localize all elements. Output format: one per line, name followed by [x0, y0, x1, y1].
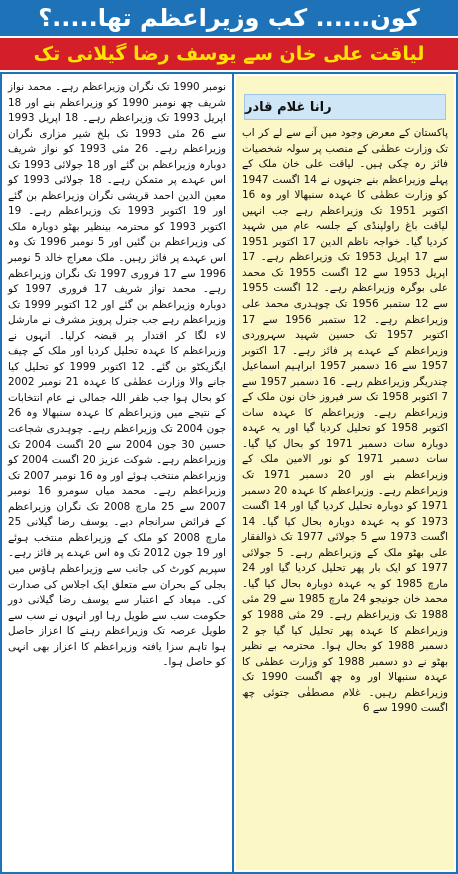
page-subtitle: لیاقت علی خان سے یوسف رضا گیلانی تک	[33, 43, 425, 65]
page-title: کون...... کب وزیراعظم تھا.....؟	[38, 4, 420, 32]
page-title-banner	[0, 0, 458, 36]
author-byline	[244, 94, 446, 120]
article-body-left: نومبر 1990 تک نگران وزیراعظم رہے۔ محمد نواز شریف چھ نومبر 1990 کو وزیراعظم بنے اور 18 اپریل 1993 تک وزیراعظم رہے۔ 18 اپریل 1993 سے 26 مئی 1993 تک بلخ شیر مزاری نگران وزیراعظم رہے۔ 26 مئی 1993 کو نواز شریف دوبارہ وزیراعظم بن گئے اور 18 جولائی 1993 تک اس عہدے پر متمکن رہے۔ 18 جولائی 1993 کو معین الدین احمد قریشی نگران وزیراعظم بن گئے اور 19 اکتوبر 1993 تک وزیراعظم رہے۔ 19 اکتوبر 1993 کو محترمہ بینظیر بھٹو دوبارہ ملک کی وزیراعظم بن گئیں اور 5 نومبر 1996 تک وہ اس عہدے پر فائز رہیں۔ ملک معراج خالد 5 نومبر 1996 سے 17 فروری 1997 تک نگران وزیراعظم رہے۔ محمد نواز شریف 17 فروری 1997 کو دوبارہ وزیراعظم بن گئے اور 12 اکتوبر 1999 تک وزیراعظم رہے جب جنرل پرویز مشرف نے مارشل لاء لگا کر اقتدار پر قبضہ کرلیا۔ انہوں نے وزیراعظم کا عہدہ تحلیل کردیا اور ملک کے چیف ایگزیکٹو بن گئے۔ 12 اکتوبر 1999 کو تحلیل کیا جانے والا وزارت عظمٰی کا عہدہ 21 نومبر 2002 کو بحال ہوا جب ظفر اللہ جمالی نے عام انتخابات کے نتیجے میں وزیراعظم کا عہدہ سنبھالا وہ 26 جون 2004 تک وزیراعظم رہے۔ چوہدری شجاعت حسین 30 جون 2004 سے 20 اگست 2004 تک وزیراعظم رہے۔ شوکت عزیز 20 اگست 2004 کو وزیراعظم منتخب ہوئے اور وہ 16 نومبر 2007 تک وزیراعظم رہے۔ محمد میاں سومرو 16 نومبر 2007 سے 25 مارچ 2008 تک نگران وزیراعظم کے فرائض سرانجام دیے۔ یوسف رضا گیلانی 25 مارچ 2008 کو ملک کے وزیراعظم منتخب ہوئے اور 19 جون 2012 تک وہ اس عہدے پر فائز رہے۔ سپریم کورٹ کی جانب سے وزیراعظم ہاؤس میں بجلی کے بحران سے متعلق ایک اجلاس کی صدارت کی۔ میعاد کے اعتبار سے یوسف رضا گیلانی دور حکومت سب سے طویل رہا اور انہوں نے سب سے طویل عرصہ تک وزیراعظم رہنے کا اعزاز حاصل ہوا تاہم سزا یافتہ وزیراعظم کا اعزاز بھی انہی کو حاصل ہوا۔	[8, 81, 227, 669]
article-body-right: پاکستان کے معرض وجود میں آنے سے لے کر اب تک وزارت عظمٰی کے منصب پر سولہ شخصیات فائز رہ چکی ہیں۔ لیاقت علی خان ملک کے پہلے وزیراعظم بنے جنہوں نے 14 اگست 1947 کو وزارت عظمٰی کا عہدہ سنبھالا اور وہ 16 اکتوبر 1951 تک وزیراعظم رہے جب انہیں لیاقت باغ راولپنڈی کے جلسہ عام میں شہید کردیا گیا۔ خواجہ ناظم الدین 17 اکتوبر 1951 سے 17 اپریل 1953 تک وزیراعظم رہے۔ 17 اپریل 1953 سے 12 اگست 1955 تک محمد علی بوگرہ وزیراعظم رہے۔ 12 اگست 1955 سے 12 ستمبر 1956 تک چوہدری محمد علی وزیراعظم رہے۔ 12 ستمبر 1956 سے 17 اکتوبر 1957 تک حسین شہید سہروردی وزیراعظم کے عہدے پر فائز رہے۔ 17 اکتوبر 1957 سے 16 دسمبر 1957 ابراہیم اسماعیل چندریگر وزیراعظم رہے۔ 16 دسمبر 1957 سے 7 اکتوبر 1958 تک سر فیروز خان نون ملک کے وزیراعظم رہے۔ وزیراعظم کا عہدہ سات اکتوبر 1958 کو تحلیل کردیا گیا اور یہ عہدہ دوبارہ سات دسمبر 1971 کو بحال کیا گیا۔ سات دسمبر 1971 کو نور الامین ملک کے وزیراعظم بنے اور 20 دسمبر 1971 تک وزیراعظم رہے۔ وزیراعظم کا عہدہ 20 دسمبر 1971 کو دوبارہ تحلیل کردیا گیا اور 14 اگست 1973 کو یہ عہدہ دوبارہ بحال کیا گیا۔ 14 اگست 1973 سے 5 جولائی 1977 تک ذوالفقار علی بھٹو ملک کے وزیراعظم رہے۔ 5 جولائی 1977 کو ایک بار پھر تحلیل کردیا گیا اور 24 مارچ 1985 کو یہ عہدہ دوبارہ بحال کیا گیا۔ محمد خان جونیجو 24 مارچ 1985 سے 29 مئی 1988 تک وزیراعظم رہے۔ 29 مئی 1988 کو وزیراعظم کا عہدہ پھر تحلیل کیا گیا جو 2 دسمبر 1988 کو بحال ہوا۔ محترمہ بے نظیر بھٹو نے دو دسمبر 1988 کو وزارت عظمٰی کا عہدہ سنبھالا اور وہ چھ اگست 1990 تک وزیراعظم رہیں۔ غلام مصطفٰی جتوئی چھ اگست 1990 سے 6	[242, 127, 449, 715]
subtitle-banner	[0, 38, 458, 70]
author-name: رانا غلام قادر	[245, 99, 332, 115]
column-divider	[232, 74, 234, 872]
article-right-column	[236, 76, 454, 870]
